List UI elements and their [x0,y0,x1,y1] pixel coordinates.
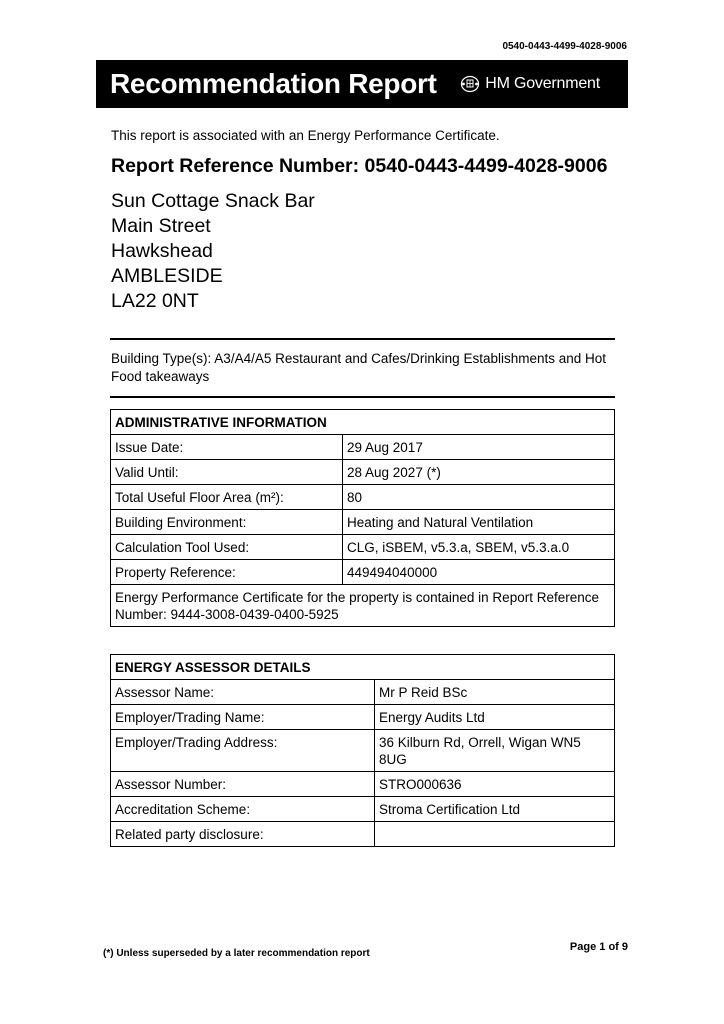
table-row [111,485,615,510]
divider [110,396,615,398]
admin-heading: ADMINISTRATIVE INFORMATION [111,410,615,435]
row-value: 29 Aug 2017 [343,435,615,460]
table-row [111,510,615,535]
row-value: 28 Aug 2027 (*) [343,460,615,485]
assessor-heading: ENERGY ASSESSOR DETAILS [111,655,615,680]
table-row [111,535,615,560]
row-label: Related party disclosure: [111,822,375,847]
row-label: Valid Until: [111,460,343,485]
table-row [111,822,615,847]
row-value: Stroma Certification Ltd [375,797,615,822]
row-label: Calculation Tool Used: [111,535,343,560]
row-value: Heating and Natural Ventilation [343,510,615,535]
row-value: 36 Kilburn Rd, Orrell, Wigan WN5 8UG [375,730,615,772]
row-value: Mr P Reid BSc [375,680,615,705]
row-value: CLG, iSBEM, v5.3.a, SBEM, v5.3.a.0 [343,535,615,560]
energy-assessor-details-table [110,654,615,847]
hm-government-logo [460,75,600,93]
report-reference-number: Report Reference Number: 0540-0443-4499-4028-9006 [111,155,608,177]
page-number: Page 1 of 9 [569,941,628,953]
address-line: Main Street [111,215,211,237]
row-label: Employer/Trading Name: [111,705,375,730]
royal-crest-icon [460,75,480,93]
intro-text: This report is associated with an Energy Performance Certificate. [111,128,500,143]
top-reference-number: 0540-0443-4499-4028-9006 [502,41,627,52]
epc-reference-note: Energy Performance Certificate for the property is contained in Report Reference Number: 9444-3008-0439-0400-5925 [111,585,615,627]
table-row [111,797,615,822]
table-row [111,772,615,797]
row-label: Property Reference: [111,560,343,585]
table-row [111,705,615,730]
row-value: 449494040000 [343,560,615,585]
administrative-information-table [110,409,615,627]
building-type: Building Type(s): A3/A4/A5 Restaurant and Cafes/Drinking Establishments and Hot Food takeaways [111,351,607,384]
row-value: STRO000636 [375,772,615,797]
row-value: Energy Audits Ltd [375,705,615,730]
row-value [375,822,615,847]
row-label: Accreditation Scheme: [111,797,375,822]
table-row [111,680,615,705]
divider [110,338,615,340]
row-value: 80 [343,485,615,510]
table-row [111,560,615,585]
report-banner [96,60,628,108]
table-row [111,460,615,485]
government-label: HM Government [485,75,600,92]
report-title: Recommendation Report [110,68,437,99]
row-label: Assessor Number: [111,772,375,797]
row-label: Total Useful Floor Area (m²): [111,485,343,510]
table-row [111,730,615,772]
validity-footnote: (*) Unless superseded by a later recommendation report [103,948,370,959]
row-label: Building Environment: [111,510,343,535]
address-line: AMBLESIDE [111,265,223,287]
row-label: Issue Date: [111,435,343,460]
address-line: LA22 0NT [111,290,199,312]
address-line: Sun Cottage Snack Bar [111,190,315,212]
address-line: Hawkshead [111,240,213,262]
row-label: Assessor Name: [111,680,375,705]
property-address [111,189,315,314]
table-row [111,435,615,460]
row-label: Employer/Trading Address: [111,730,375,772]
